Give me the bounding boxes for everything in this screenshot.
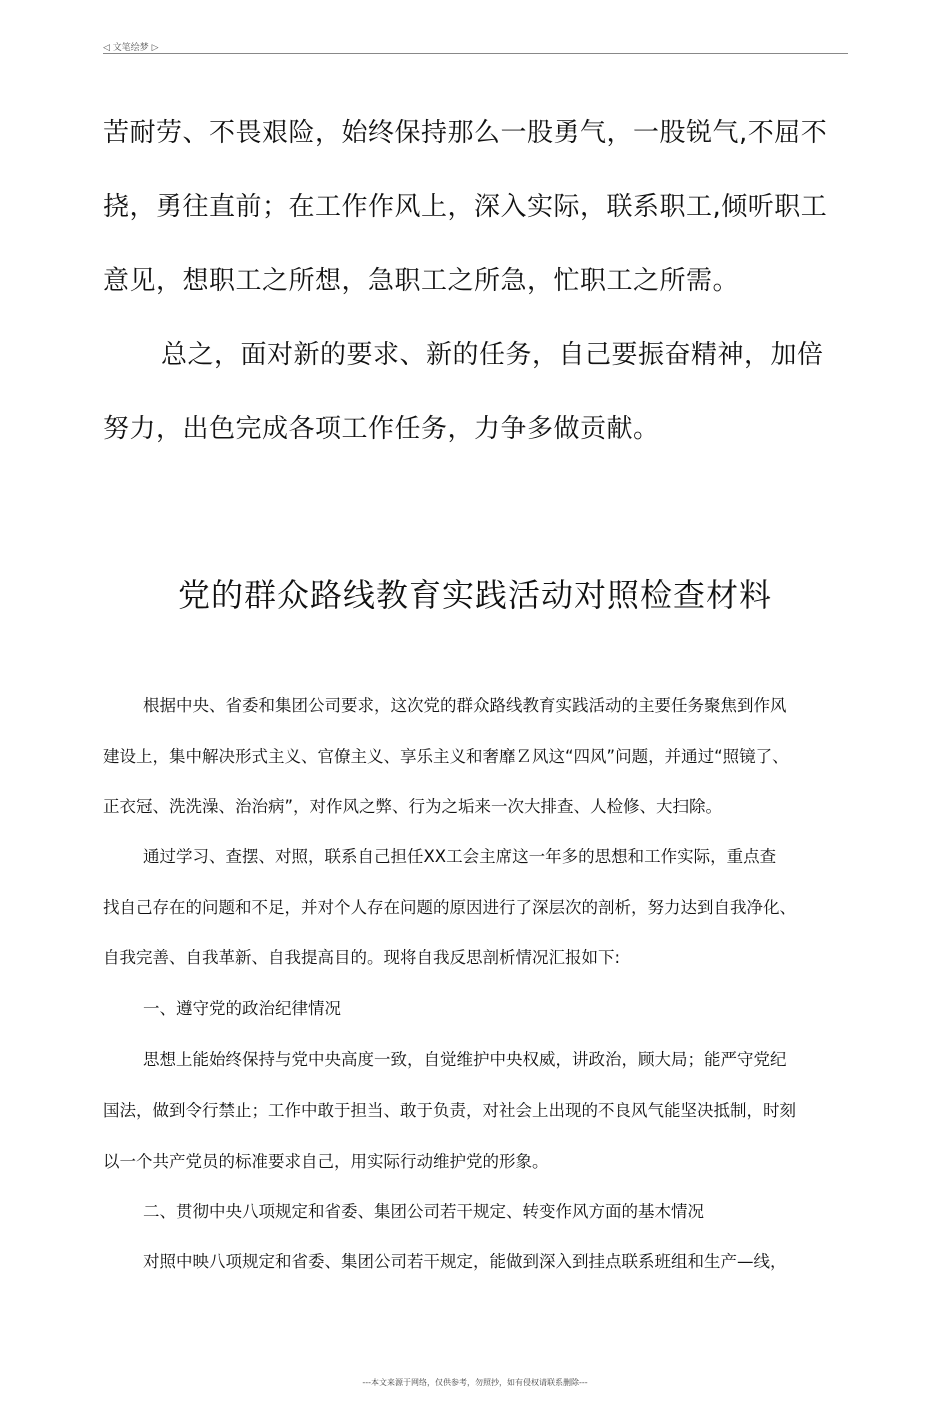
upper-line: 意见，想职工之所想，急职工之所急，忙职工之所需。 [103, 266, 740, 296]
header-rule [103, 53, 848, 54]
upper-line: 努力，出色完成各项工作任务，力争多做贡献。 [103, 414, 660, 444]
body-line: 根据中央、省委和集团公司要求，这次党的群众路线教育实践活动的主要任务聚焦到作风 [143, 696, 787, 715]
body-line: 找自己存在的问题和不足，并对个人存在问题的原因进行了深层次的剖析，努力达到自我净化、 [103, 898, 796, 917]
upper-line: 挠，勇往直前；在工作作风上，深入实际，联系职工,倾听职工 [103, 192, 828, 222]
body-line: 思想上能始终保持与党中央高度一致，自觉维护中央权威，讲政治，顾大局；能严守党纪 [143, 1050, 787, 1069]
body-line: 以一个共产党员的标准要求自己，用实际行动维护党的形象。 [103, 1152, 549, 1171]
footer-note: ---本文来源于网络，仅供参考，勿照抄，如有侵权请联系删除--- [362, 1378, 588, 1387]
header-mark: ◁ 文笔绘梦 ▷ [103, 43, 159, 53]
upper-line: 总之，面对新的要求、新的任务，自己要振奋精神，加倍 [161, 340, 824, 370]
body-line: 国法，做到令行禁止；工作中敢于担当、敢于负责，对社会上出现的不良风气能坚决抵制，时刻 [103, 1101, 796, 1120]
body-line: 建设上，集中解决形式主义、官僚主义、享乐主义和奢靡Ｚ风这“四风”问题，并通过“照镜了、 [103, 747, 789, 766]
body-line: 自我完善、自我革新、自我提高目的。现将自我反思剖析情况汇报如下: [103, 948, 621, 967]
section-heading: 二、贯彻中央八项规定和省委、集团公司若干规定、转变作风方面的基木情况 [143, 1202, 704, 1221]
section-heading: 一、遵守党的政治纪律情况 [143, 999, 341, 1018]
body-line: 对照中映八项规定和省委、集团公司若干规定，能做到深入到挂点联系班组和生产—线， [143, 1252, 787, 1271]
body-line: 正衣冠、洗洗澡、治治病”，对作风之弊、行为之垢来一次大排查、人检修、大扫除。 [103, 797, 723, 816]
upper-line: 苦耐劳、不畏艰险，始终保持那么一股勇气，一股锐气,不屈不 [103, 118, 828, 148]
document-title: 党的群众路线教育实践活动对照检查材料 [177, 576, 772, 614]
body-line: 通过学习、查摆、对照，联系自己担任XX工会主席这一年多的思想和工作实际，重点查 [143, 847, 777, 866]
